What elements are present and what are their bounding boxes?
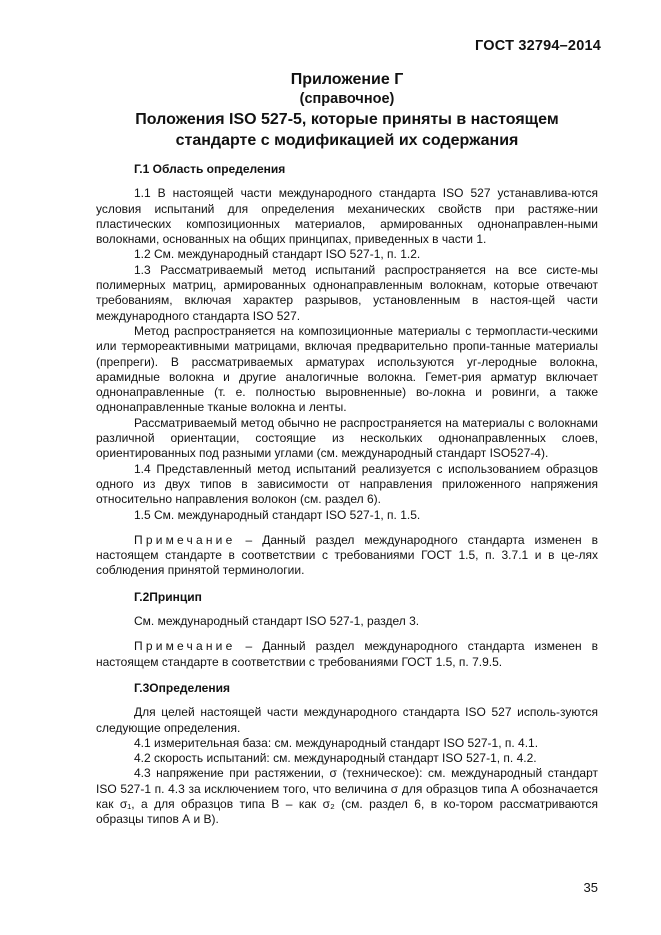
document-body [96, 162, 598, 828]
paragraph-1-3-methods: Метод распространяется на композиционные материалы с термопласти-ческими или термореактивными матрицами, включая предварительно пропи-танные материалы (препреги). В рассматриваемых арматурах используются уг-леродные волокна, арамидные волокна и другие аналогичные волокна. Гемет-рия арматур включает однонаправленные (т. е. полностью выровненные) во-локна и ровинги, а также однонаправленные тканые волокна и ленты. [96, 323, 598, 415]
paragraph-3-intro: Для целей настоящей части международного стандарта ISO 527 исполь-зуются следующие определения. [96, 705, 598, 735]
paragraph-4-1: 4.1 измерительная база: см. международный стандарт ISO 527-1, п. 4.1. [134, 735, 539, 750]
paragraph-2-1: См. международный стандарт ISO 527-1, раздел 3. [134, 614, 420, 629]
note-text: – Данный раздел международного стандарта изменен в настоящем стандарте в соответствии с требованиями ГОСТ 1.5, п. 3.7.1 и в це-лях соблюдения принятой терминологии. [96, 532, 598, 578]
note-label: Примечание [134, 532, 236, 547]
standard-code: ГОСТ 32794–2014 [475, 38, 601, 54]
section-1-title: Г.1 Область определения [134, 162, 286, 176]
note-text: – Данный раздел международного стандарта изменен в настоящем стандарте в соответствии с требованиями ГОСТ 1.5, п. 7.9.5. [96, 639, 598, 669]
paragraph-1-3-scope: Рассматриваемый метод обычно не распространяется на материалы с волокнами различной ориентации, состоящие из нескольких однонаправленных слоев, ориентированных под разными углами (см. международный стандарт ISO527-4). [96, 415, 598, 461]
paragraph-1-1: 1.1 В настоящей части международного стандарта ISO 527 устанавлива-ются условия испытаний для определения механических свойств при растяже-нии пластических композиционных материалов, армированных однонаправлен-ными волокнами, основанных на общих принципах, приведенных в части 1. [96, 186, 598, 247]
note-label: Примечание [134, 639, 236, 654]
annex-subtitle: (справочное) [299, 91, 395, 107]
note-1 [96, 533, 598, 579]
annex-heading: Положения ISO 527-5, которые приняты в настоящем стандарте с модификацией их содержания [135, 111, 559, 149]
paragraph-4-2: 4.2 скорость испытаний: см. международный стандарт ISO 527-1, п. 4.2. [134, 751, 537, 766]
section-3-title: Г.3Определения [134, 680, 230, 695]
annex-title: Приложение Г [290, 71, 404, 88]
paragraph-4-3: 4.3 напряжение при растяжении, σ (техническое): см. международный стандарт ISO 527-1 п. 4.3 за исключением того, что величина σ для образцов типа А обозначается как σ₁, а для образцов типа В – как σ₂ (см. раздел 6, в ко-тором рассматриваются образцы типов А и В). [96, 766, 598, 827]
note-2 [96, 639, 598, 670]
section-2-title: Г.2Принцип [134, 589, 202, 604]
page-number: 35 [583, 880, 598, 895]
paragraph-1-5: 1.5 См. международный стандарт ISO 527-1, п. 1.5. [134, 507, 421, 522]
annex-heading-block [96, 70, 598, 151]
paragraph-1-4: 1.4 Представленный метод испытаний реализуется с использованием образцов одного из двух типов в зависимости от направления приложенного напряжения относительно направления волокон (см. раздел 6). [96, 461, 598, 507]
paragraph-1-2: 1.2 См. международный стандарт ISO 527-1, п. 1.2. [134, 247, 421, 262]
paragraph-1-3: 1.3 Рассматриваемый метод испытаний распространяется на все систе-мы полимерных матриц, армированных однонаправленным волокнам, которые отвечают требованиям, включая характер разрывов, установленным в настоя-щей части международного стандарта ISO 527. [96, 262, 598, 323]
